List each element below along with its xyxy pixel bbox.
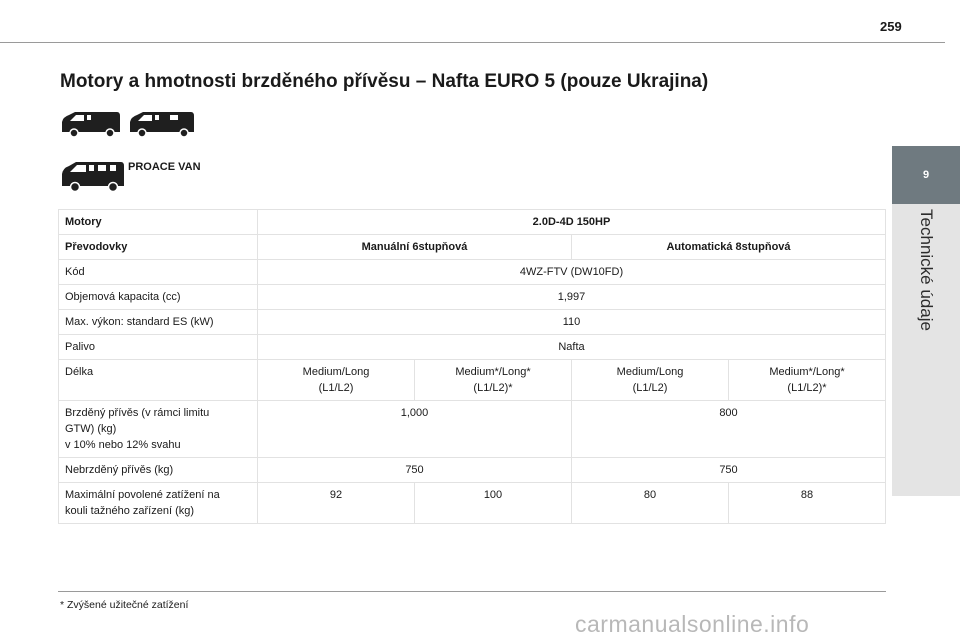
braked-trailer-label [59, 401, 258, 458]
specs-table [58, 209, 886, 524]
code-value: 4WZ-FTV (DW10FD) [258, 260, 886, 285]
watermark: carmanualsonline.info [575, 611, 810, 637]
towball-value: 92 [258, 483, 415, 524]
length-line1: Medium*/Long* [769, 366, 845, 378]
towball-value: 80 [572, 483, 729, 524]
braked-label-line: Brzděný přívěs (v rámci limitu [65, 407, 210, 419]
code-label: Kód [59, 260, 258, 285]
van-long-icon [128, 110, 196, 138]
length-line2: (L1/L2) [632, 382, 668, 394]
footnote: * Zvýšené užitečné zatížení [60, 599, 189, 611]
length-cell [572, 360, 729, 401]
length-cell [415, 360, 572, 401]
towball-value: 88 [729, 483, 886, 524]
fuel-value: Nafta [258, 335, 886, 360]
displacement-value: 1,997 [258, 285, 886, 310]
unbraked-label: Nebrzděný přívěs (kg) [59, 458, 258, 483]
length-line2: (L1/L2)* [787, 382, 827, 394]
table-row [59, 260, 886, 285]
chapter-title: Technické údaje [917, 209, 936, 331]
length-label: Délka [59, 360, 258, 401]
length-line1: Medium/Long [302, 366, 370, 378]
table-row [59, 285, 886, 310]
fuel-label: Palivo [59, 335, 258, 360]
table-row [59, 360, 886, 401]
table-row [59, 483, 886, 524]
van-proace-icon [60, 160, 126, 192]
braked-label-line: v 10% nebo 12% svahu [65, 439, 181, 451]
van-short-icon [60, 110, 122, 138]
unbraked-auto: 750 [572, 458, 886, 483]
header-rule [0, 42, 945, 43]
footer-rule [58, 591, 886, 592]
length-line2: (L1/L2)* [473, 382, 513, 394]
gearbox-label: Převodovky [59, 235, 258, 260]
gearbox-auto: Automatická 8stupňová [572, 235, 886, 260]
page-title: Motory a hmotnosti brzděného přívěsu – Nafta EURO 5 (pouze Ukrajina) [60, 71, 709, 92]
length-line1: Medium/Long [616, 366, 684, 378]
table-row [59, 210, 886, 235]
power-value: 110 [258, 310, 886, 335]
length-line2: (L1/L2) [318, 382, 354, 394]
towball-label-line: kouli tažného zařízení (kg) [65, 505, 195, 517]
gearbox-manual: Manuální 6stupňová [258, 235, 572, 260]
table-row [59, 335, 886, 360]
table-row [59, 458, 886, 483]
towball-value: 100 [415, 483, 572, 524]
page-number: 259 [880, 19, 902, 34]
braked-manual: 1,000 [258, 401, 572, 458]
length-cell [729, 360, 886, 401]
table-row [59, 401, 886, 458]
power-label: Max. výkon: standard ES (kW) [59, 310, 258, 335]
engine-value: 2.0D-4D 150HP [258, 210, 886, 235]
chapter-tab[interactable]: 9 [892, 146, 960, 204]
towball-label-line: Maximální povolené zatížení na [65, 489, 220, 501]
towball-label [59, 483, 258, 524]
model-name: PROACE VAN [128, 161, 201, 173]
braked-auto: 800 [572, 401, 886, 458]
table-row [59, 310, 886, 335]
engine-label: Motory [59, 210, 258, 235]
unbraked-manual: 750 [258, 458, 572, 483]
table-row [59, 235, 886, 260]
length-line1: Medium*/Long* [455, 366, 531, 378]
length-cell [258, 360, 415, 401]
displacement-label: Objemová kapacita (cc) [59, 285, 258, 310]
braked-label-line: GTW) (kg) [65, 423, 117, 435]
